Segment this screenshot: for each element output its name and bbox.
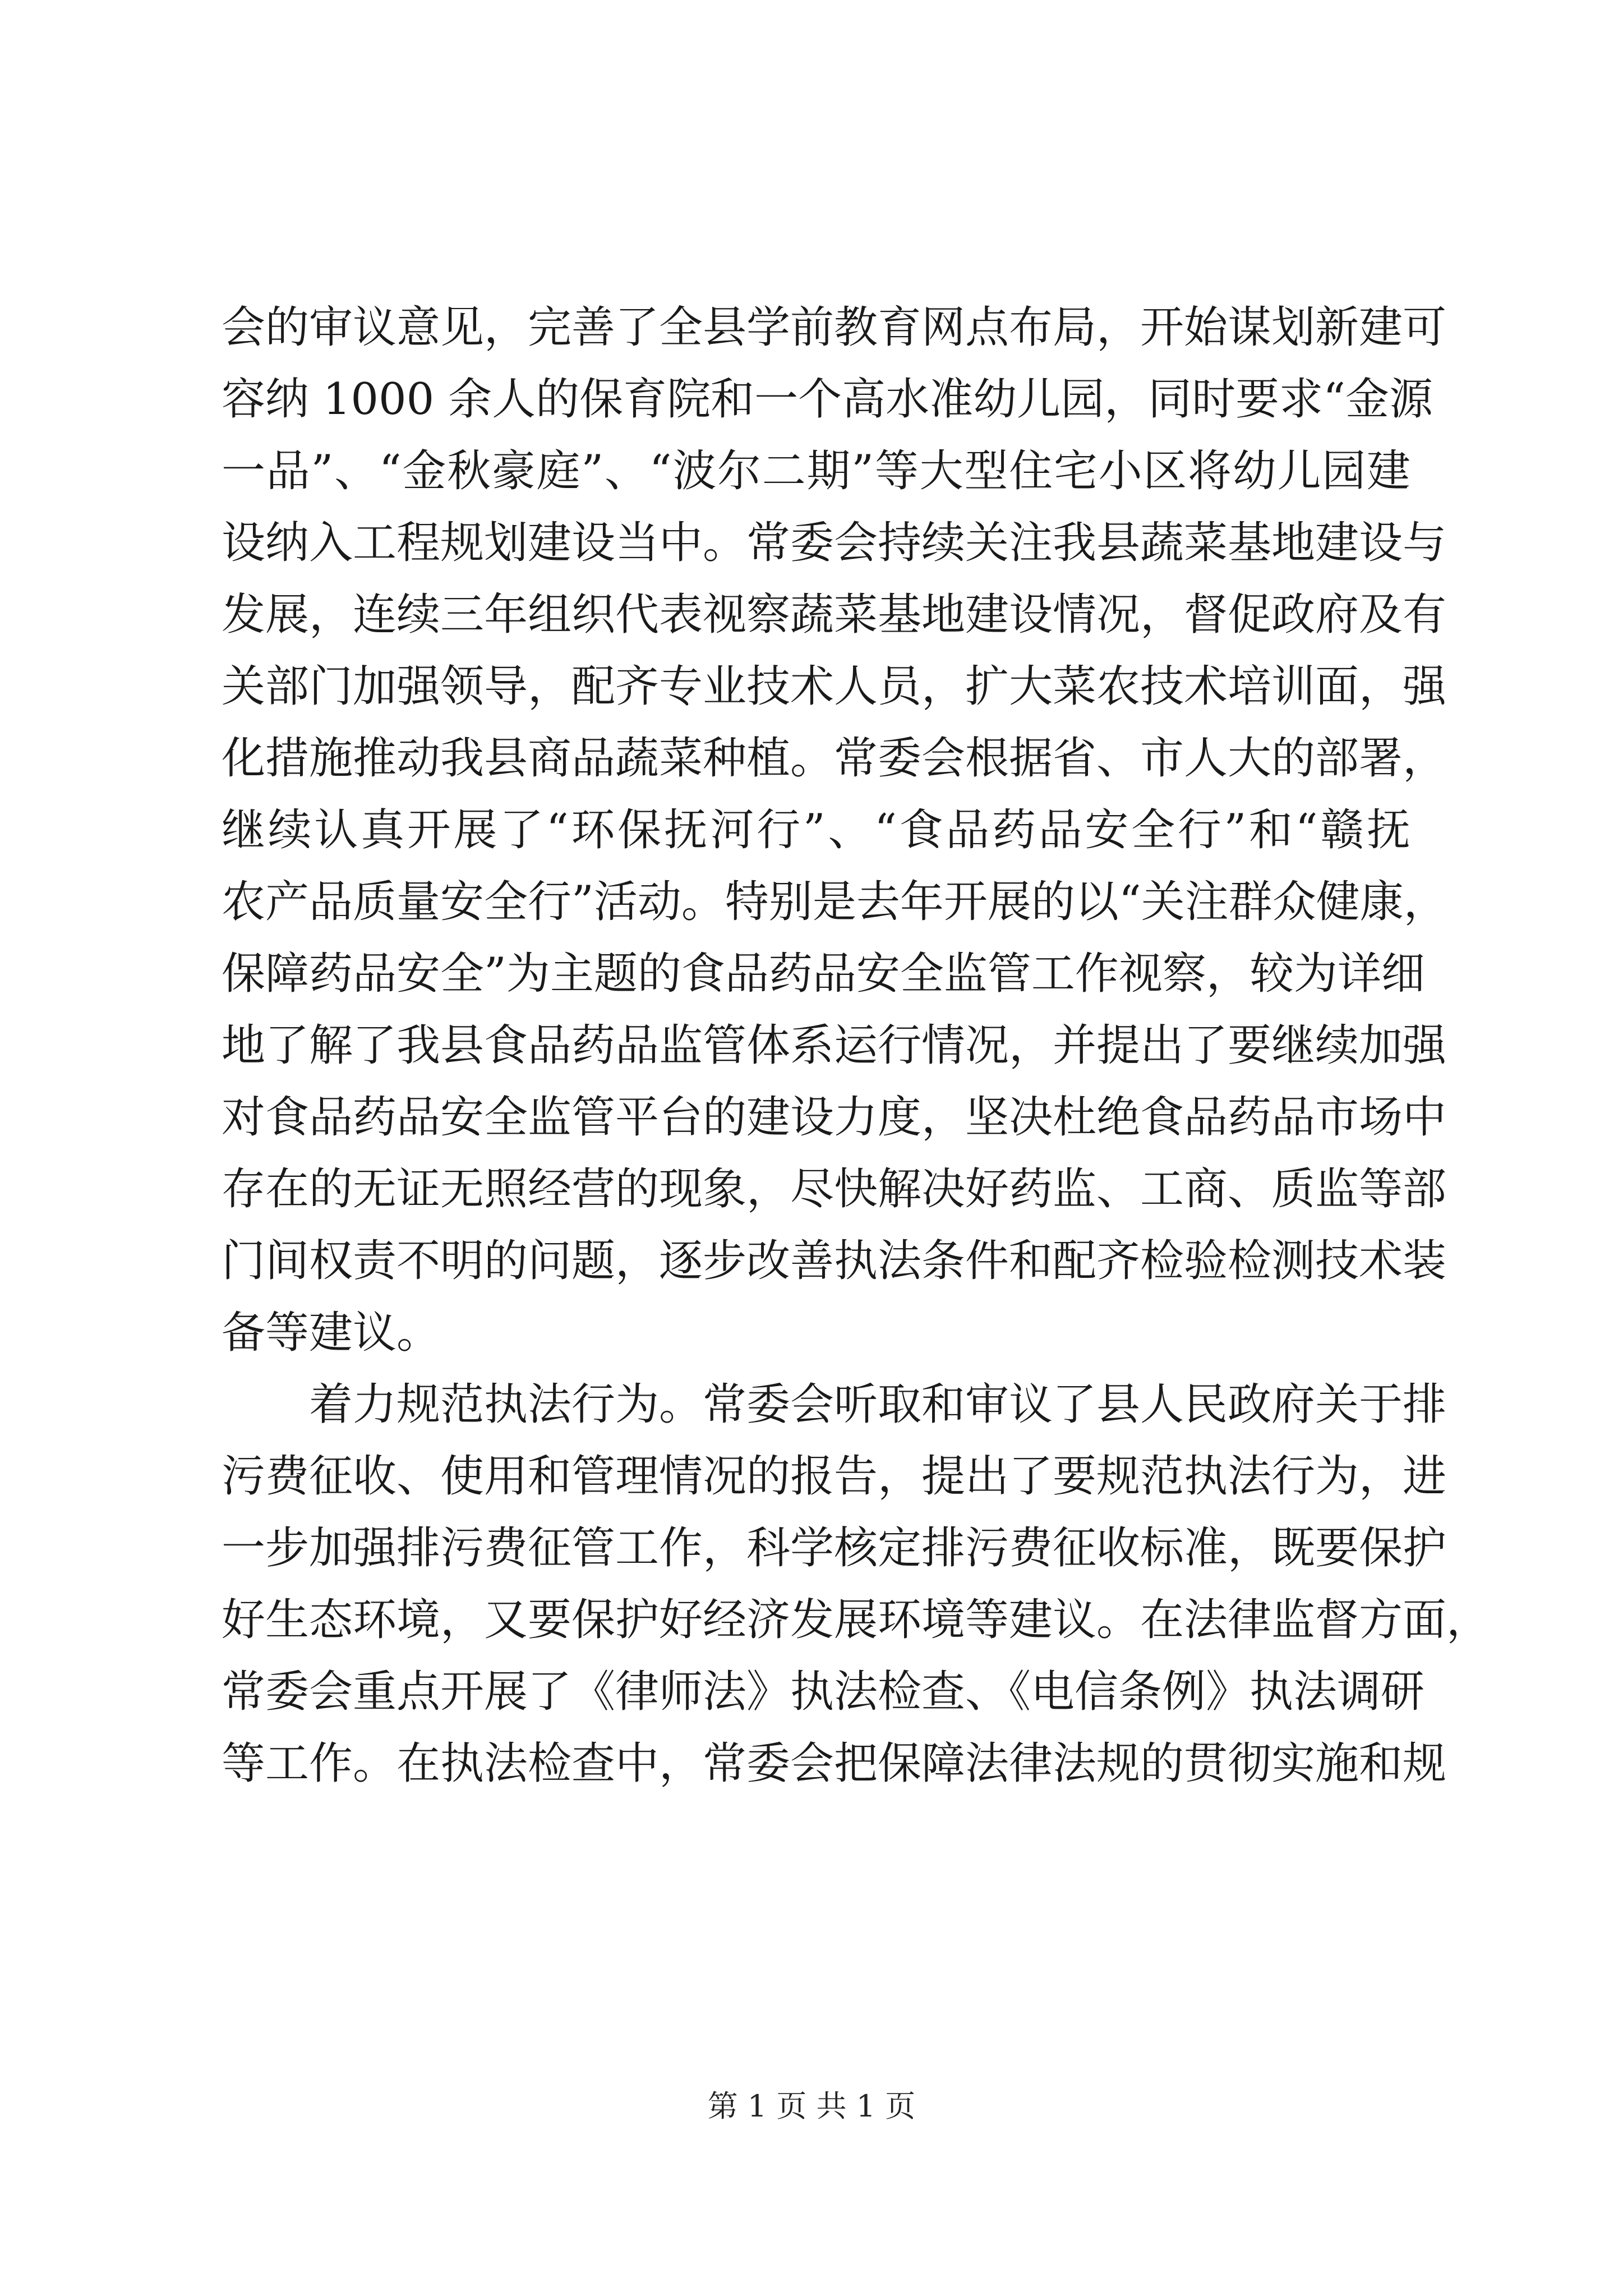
paragraph-2-line-3: 一步加强排污费征管工作，科学核定排污费征收标准，既要保护 (222, 1523, 1447, 1573)
paragraph-1-line-11: 地了解了我县食品药品监管体系运行情况，并提出了要继续加强 (222, 1020, 1447, 1071)
paragraph-1-line-3: 一品”、“金秋豪庭”、“波尔二期”等大型住宅小区将幼儿园建 (222, 446, 1410, 496)
paragraph-1-line-2: 容纳 1000 余人的保育院和一个高水准幼儿园，同时要求“金源 (222, 374, 1433, 425)
page-footer (0, 2087, 1623, 2126)
paragraph-1-line-14: 门间权责不明的问题，逐步改善执法条件和配齐检验检测技术装 (222, 1236, 1447, 1286)
page-number-label: 第 1 页 共 1 页 (707, 2088, 916, 2124)
paragraph-2-line-1: 着力规范执法行为。常委会听取和审议了县人民政府关于排 (309, 1379, 1447, 1430)
paragraph-1-line-13: 存在的无证无照经营的现象，尽快解决好药监、工商、质监等部 (222, 1164, 1447, 1214)
paragraph-2-line-6: 等工作。在执法检查中，常委会把保障法律法规的贯彻实施和规 (222, 1738, 1447, 1789)
paragraph-1-line-5: 发展，连续三年组织代表视察蔬菜基地建设情况，督促政府及有 (222, 590, 1447, 640)
paragraph-2-line-5: 常委会重点开展了《律师法》执法检查、《电信条例》执法调研 (222, 1667, 1425, 1717)
paragraph-1-line-7: 化措施推动我县商品蔬菜种植。常委会根据省、市人大的部署， (222, 733, 1447, 784)
paragraph-1-line-8: 继续认真开展了“环保抚河行”、“食品药品安全行”和“赣抚 (222, 805, 1410, 855)
paragraph-1-line-9: 农产品质量安全行”活动。特别是去年开展的以“关注群众健康， (222, 877, 1447, 927)
document-body (222, 292, 1491, 1800)
paragraph-1-line-1: 会的审议意见，完善了全县学前教育网点布局，开始谋划新建可 (222, 302, 1447, 353)
paragraph-2-line-2: 污费征收、使用和管理情况的报告，提出了要规范执法行为，进 (222, 1451, 1447, 1502)
paragraph-1-line-10: 保障药品安全”为主题的食品药品安全监管工作视察，较为详细 (222, 949, 1425, 999)
paragraph-1-line-12: 对食品药品安全监管平台的建设力度，坚决杜绝食品药品市场中 (222, 1092, 1447, 1143)
paragraph-1-line-15: 备等建议。 (222, 1308, 441, 1358)
paragraph-2-line-4: 好生态环境，又要保护好经济发展环境等建议。在法律监督方面， (222, 1595, 1491, 1645)
paragraph-1-line-4: 设纳入工程规划建设当中。常委会持续关注我县蔬菜基地建设与 (222, 518, 1447, 568)
paragraph-1-line-6: 关部门加强领导，配齐专业技术人员，扩大菜农技术培训面，强 (222, 661, 1447, 712)
